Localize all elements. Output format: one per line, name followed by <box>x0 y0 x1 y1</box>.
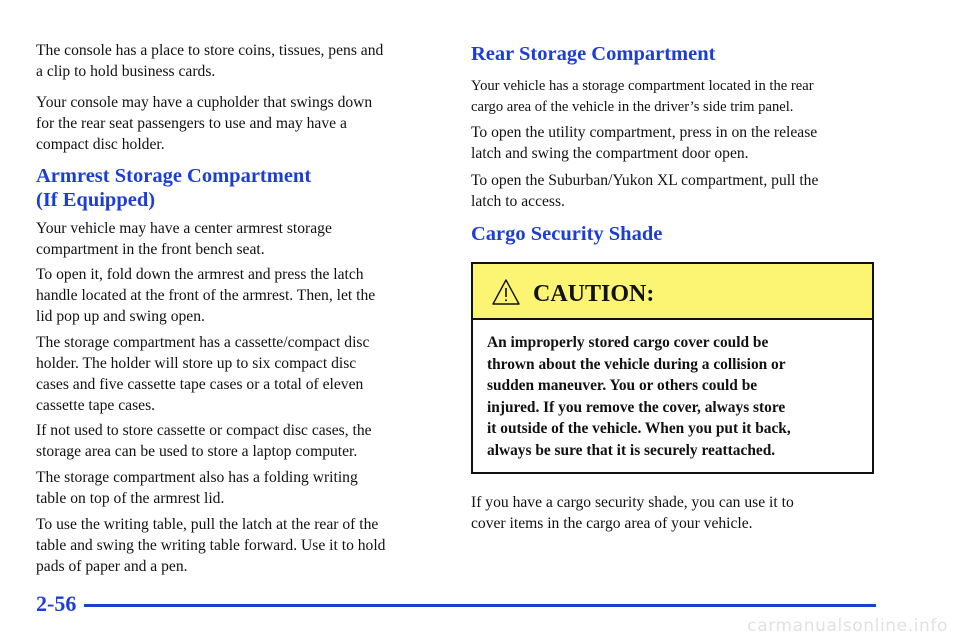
caution-title: CAUTION: <box>533 281 655 307</box>
text-line: table on top of the armrest lid. <box>36 490 225 507</box>
warning-triangle-icon <box>491 278 521 306</box>
text-line: To open the Suburban/Yukon XL compartment, pull the <box>471 172 819 189</box>
text-line: The console has a place to store coins, tissues, pens and <box>36 42 384 59</box>
armrest-intro-paragraph <box>36 218 332 260</box>
footer-rule <box>84 604 876 607</box>
suburban-paragraph <box>471 170 818 212</box>
caution-box <box>471 262 874 474</box>
caution-line: injured. If you remove the cover, always store <box>487 398 786 416</box>
text-line: Your vehicle may have a center armrest storage <box>36 220 332 237</box>
page-number: 2-56 <box>36 591 77 616</box>
caution-body <box>487 332 857 461</box>
text-line: latch to access. <box>471 193 565 210</box>
text-line: handle located at the front of the armrest. Then, let the <box>36 287 376 304</box>
cupholder-paragraph <box>36 92 372 155</box>
text-line: Your vehicle has a storage compartment located in the rear <box>471 78 814 94</box>
text-line: The storage compartment has a cassette/compact disc <box>36 334 370 351</box>
text-line: a clip to hold business cards. <box>36 63 216 80</box>
text-line: To open the utility compartment, press in on the release <box>471 124 818 141</box>
caution-header <box>473 264 872 320</box>
cargo-shade-heading: Cargo Security Shade <box>471 223 663 245</box>
armrest-open-paragraph <box>36 264 375 327</box>
text-line: Your console may have a cupholder that swings down <box>36 94 373 111</box>
caution-line: it outside of the vehicle. When you put it back, <box>487 420 791 437</box>
heading-line: (If Equipped) <box>36 189 156 211</box>
text-line: pads of paper and a pen. <box>36 558 188 575</box>
text-line: cargo area of the vehicle in the driver’s side trim panel. <box>471 99 794 115</box>
laptop-paragraph <box>36 420 372 462</box>
caution-line: An improperly stored cargo cover could be <box>487 334 769 351</box>
text-line: cases and five cassette tape cases or a total of eleven <box>36 376 364 393</box>
caution-line: always be sure that it is securely reattached. <box>487 441 776 459</box>
utility-open-paragraph <box>471 122 817 164</box>
text-line: To use the writing table, pull the latch at the rear of the <box>36 516 379 533</box>
caution-line: thrown about the vehicle during a collision or <box>487 355 786 373</box>
text-line: cover items in the cargo area of your vehicle. <box>471 515 753 532</box>
console-paragraph <box>36 40 383 82</box>
text-line: To open it, fold down the armrest and press the latch <box>36 266 364 283</box>
text-line: for the rear seat passengers to use and may have a <box>36 115 347 132</box>
text-line: latch and swing the compartment door open. <box>471 145 749 162</box>
writing-table-paragraph <box>36 467 358 509</box>
armrest-heading <box>36 164 311 212</box>
watermark: carmanualsonline.info <box>747 616 948 636</box>
disc-holder-paragraph <box>36 332 369 416</box>
heading-line: Armrest Storage Compartment <box>36 165 312 187</box>
text-line: If you have a cargo security shade, you can use it to <box>471 494 794 511</box>
rear-storage-paragraph <box>471 76 814 118</box>
writing-table-use-paragraph <box>36 514 385 577</box>
cargo-shade-paragraph <box>471 492 794 534</box>
text-line: holder. The holder will store up to six compact disc <box>36 355 357 372</box>
text-line: compact disc holder. <box>36 136 165 153</box>
text-line: compartment in the front bench seat. <box>36 241 265 258</box>
text-line: lid pop up and swing open. <box>36 308 205 325</box>
text-line: storage area can be used to store a laptop computer. <box>36 443 358 460</box>
text-line: cassette tape cases. <box>36 397 156 414</box>
text-line: If not used to store cassette or compact disc cases, the <box>36 422 372 439</box>
text-line: table and swing the writing table forward. Use it to hold <box>36 537 386 554</box>
caution-line: sudden maneuver. You or others could be <box>487 377 758 394</box>
text-line: The storage compartment also has a folding writing <box>36 469 358 486</box>
rear-storage-heading: Rear Storage Compartment <box>471 43 716 65</box>
